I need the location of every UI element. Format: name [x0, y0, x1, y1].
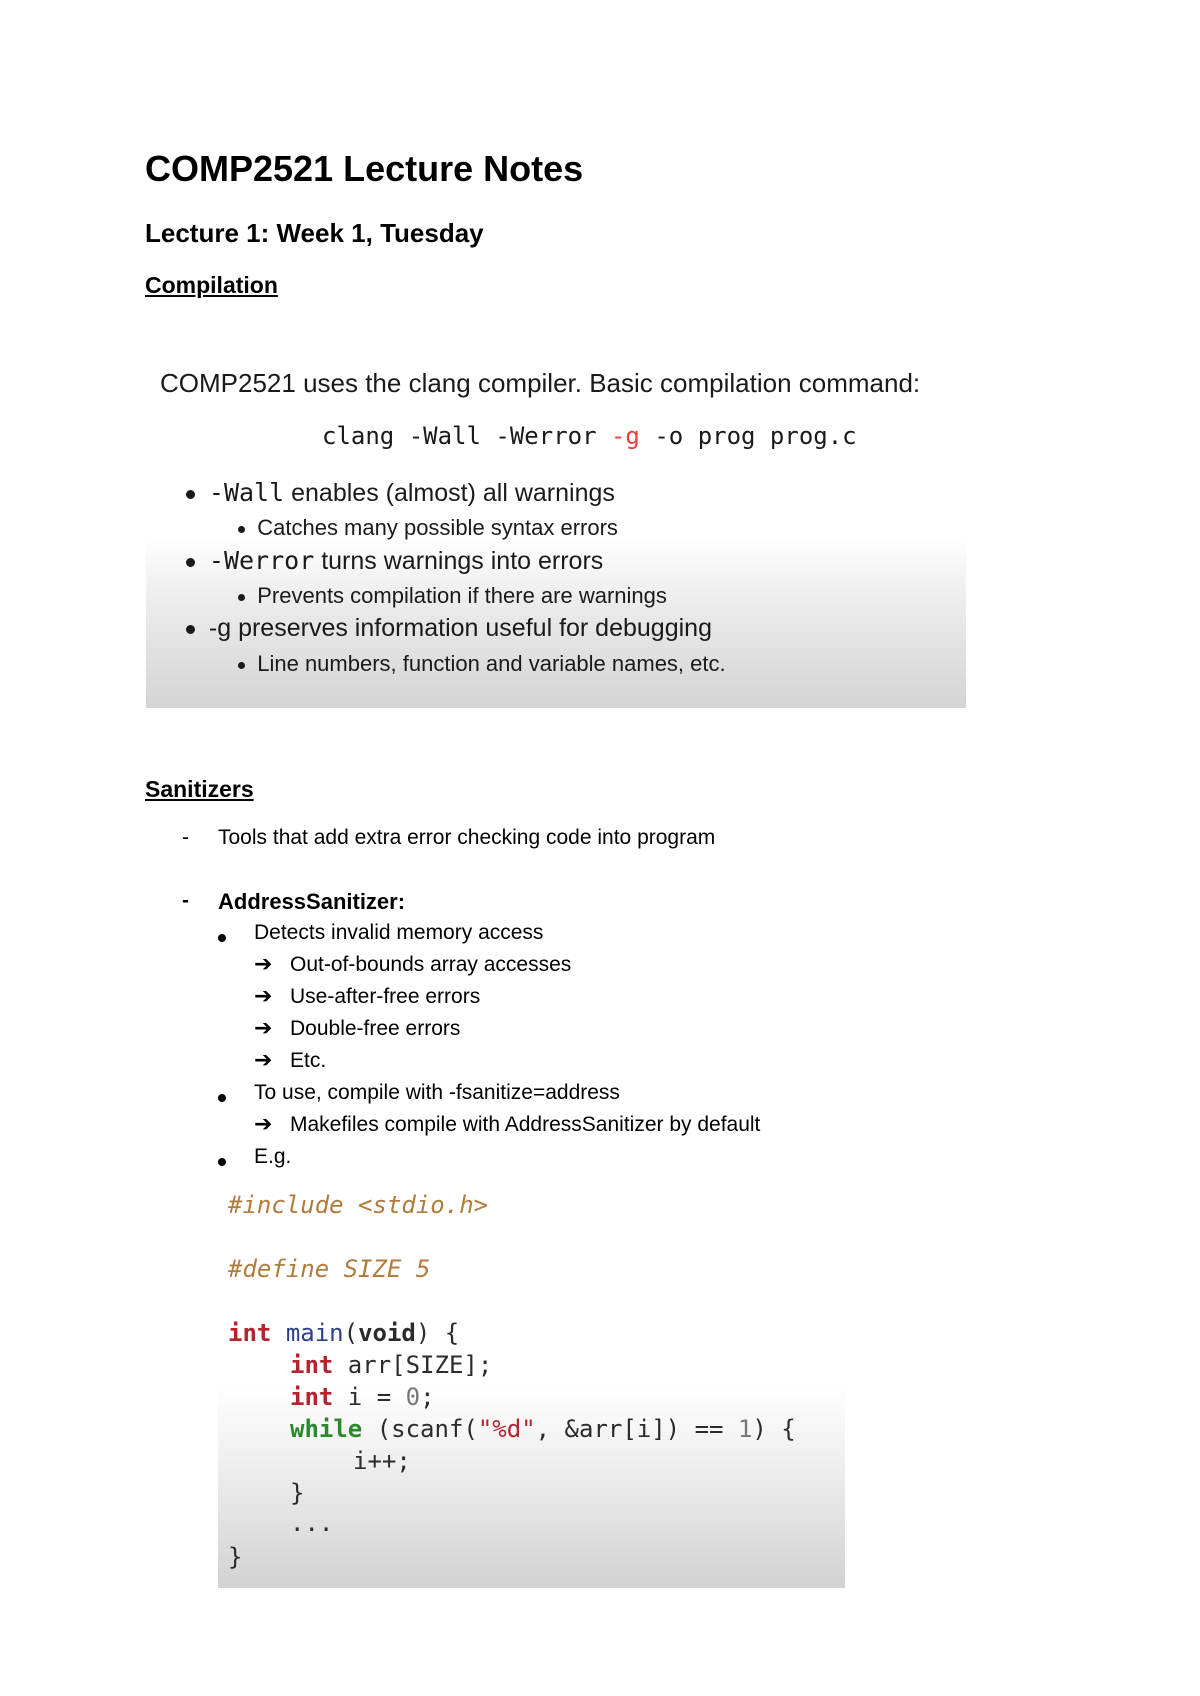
list-dash: -: [182, 889, 189, 912]
bullet-dot-icon: [186, 558, 195, 567]
arrow-right-icon: ➔: [254, 1111, 273, 1136]
slide-bullet-code: -Wall: [208, 478, 285, 507]
code-token: ) {: [752, 1415, 796, 1443]
arrow-right-icon: ➔: [254, 951, 273, 976]
lecture-heading: Lecture 1: Week 1, Tuesday: [145, 218, 484, 248]
code-token: 1: [737, 1415, 753, 1443]
bullet-dot-icon: [218, 1153, 226, 1171]
code-token: main: [285, 1319, 344, 1347]
code-token: #define: [228, 1255, 330, 1283]
code-token: void: [358, 1319, 416, 1347]
bullet-dot-icon: [238, 594, 245, 601]
compile-command: [322, 422, 857, 450]
code-line: [353, 1447, 411, 1475]
arrow-right-icon: ➔: [254, 1047, 273, 1072]
code-token: , &arr[i]) ==: [535, 1415, 738, 1443]
section-heading-sanitizers: Sanitizers: [145, 776, 254, 802]
code-token: (: [343, 1319, 359, 1347]
asan-heading: AddressSanitizer:: [218, 889, 406, 914]
compile-command-part: clang -Wall -Werror: [322, 422, 611, 450]
slide-bullet: [186, 478, 615, 508]
slide-bullet-code: -Werror: [208, 546, 315, 575]
slide-bullet-text: turns warnings into errors: [314, 547, 604, 575]
bullet-dot-icon: [238, 526, 245, 533]
code-token: (scanf(: [362, 1415, 478, 1443]
compile-command-flag: -g: [610, 422, 640, 450]
asan-usage: To use, compile with -fsanitize=address: [254, 1081, 620, 1104]
code-token: }: [290, 1479, 305, 1507]
code-token: arr[SIZE];: [333, 1351, 493, 1379]
slide-sub-bullet-text: Line numbers, function and variable names, etc.: [257, 651, 726, 676]
code-line: [290, 1383, 435, 1411]
slide-sub-bullet-text: Catches many possible syntax errors: [257, 515, 618, 540]
code-line: [228, 1191, 488, 1219]
arrow-right-icon: ➔: [254, 983, 273, 1008]
section-heading-compilation: Compilation: [145, 272, 278, 298]
bullet-dot-icon: [186, 490, 195, 499]
code-line: [228, 1255, 430, 1283]
slide-sub-bullet: [238, 651, 726, 677]
code-example: [218, 1183, 845, 1588]
code-token: while: [290, 1415, 363, 1443]
asan-makefiles: Makefiles compile with AddressSanitizer by default: [290, 1113, 761, 1136]
asan-error-item: Etc.: [290, 1049, 327, 1072]
code-line: [290, 1479, 304, 1507]
code-token: int: [290, 1351, 334, 1379]
slide-intro-text: COMP2521 uses the clang compiler. Basic compilation command:: [160, 368, 921, 398]
slide-bullet: [186, 614, 712, 643]
compile-command-part: -o prog prog.c: [639, 422, 857, 450]
asan-error-item: Use-after-free errors: [290, 985, 481, 1008]
compilation-slide: [146, 352, 966, 708]
bullet-dot-icon: [218, 1089, 226, 1107]
bullet-dot-icon: [218, 1158, 226, 1166]
code-line: [228, 1319, 459, 1347]
code-token: }: [228, 1543, 243, 1571]
code-token: ...: [290, 1509, 334, 1537]
code-token: #include: [228, 1191, 344, 1219]
code-token: i =: [333, 1383, 406, 1411]
code-token: 0: [405, 1383, 421, 1411]
code-token: int: [290, 1383, 334, 1411]
slide-bullet: [186, 546, 603, 576]
bullet-dot-icon: [218, 1094, 226, 1102]
bullet-dot-icon: [218, 929, 226, 947]
slide-bullet-text: enables (almost) all warnings: [284, 479, 615, 507]
code-token: SIZE 5: [329, 1255, 431, 1283]
sanitizers-description: Tools that add extra error checking code into program: [218, 826, 716, 849]
code-token: ;: [420, 1383, 435, 1411]
bullet-dot-icon: [218, 934, 226, 942]
asan-error-item: Out-of-bounds array accesses: [290, 953, 572, 976]
example-label: E.g.: [254, 1145, 292, 1168]
code-line: [290, 1509, 333, 1537]
bullet-dot-icon: [238, 662, 245, 669]
code-line: [290, 1415, 796, 1443]
slide-sub-bullet: [238, 583, 667, 609]
code-token: ) {: [415, 1319, 460, 1347]
code-token: int: [228, 1319, 272, 1347]
code-token: "%d": [477, 1415, 536, 1443]
list-dash: -: [182, 826, 189, 849]
code-line: [228, 1543, 242, 1571]
slide-sub-bullet-text: Prevents compilation if there are warnings: [257, 583, 667, 608]
page-title: COMP2521 Lecture Notes: [145, 148, 584, 189]
slide-bullet-text: -g preserves information useful for debugging: [208, 614, 712, 642]
slide-sub-bullet: [238, 515, 618, 541]
bullet-dot-icon: [186, 625, 195, 634]
code-token: <stdio.h>: [343, 1191, 489, 1219]
asan-detects: Detects invalid memory access: [254, 921, 544, 944]
code-token: i++;: [353, 1447, 411, 1475]
code-line: [290, 1351, 492, 1379]
arrow-right-icon: ➔: [254, 1015, 273, 1040]
asan-error-item: Double-free errors: [290, 1017, 461, 1040]
